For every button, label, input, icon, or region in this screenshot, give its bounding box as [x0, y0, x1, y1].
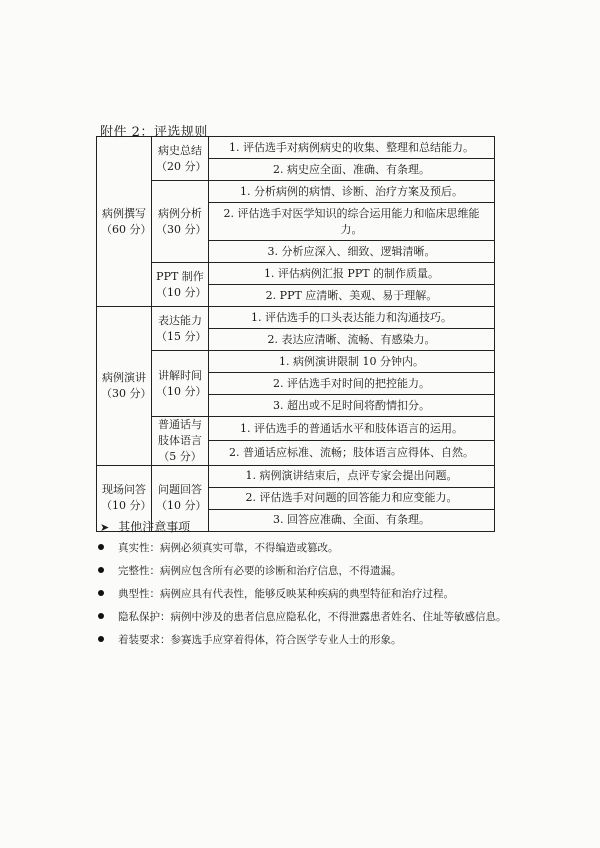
note-text: 典型性：病例应具有代表性，能够反映某种疾病的典型特征和治疗过程。	[118, 588, 454, 600]
subcategory-score: （30 分）	[156, 222, 207, 236]
subcategory-score: （15 分）	[156, 329, 207, 343]
rules-table	[96, 136, 495, 532]
subcategory-cell	[152, 137, 209, 181]
subcategory-score: （20 分）	[156, 159, 207, 173]
subcategory-name: 病例分析	[158, 206, 202, 220]
subcategory-cell	[152, 417, 209, 466]
criterion-cell: 2. 评估选手对医学知识的综合运用能力和临床思维能力。	[209, 203, 495, 241]
subcategory-name-line2: 肢体语言	[158, 433, 202, 447]
subcategory-name: 讲解时间	[158, 368, 202, 382]
notes-header-label: 其他注意事项	[118, 520, 191, 534]
category-score: （60 分）	[101, 222, 152, 236]
subcategory-score: （10 分）	[156, 384, 207, 398]
criterion-cell: 1. 分析病例的病情、诊断、治疗方案及预后。	[209, 181, 495, 203]
criterion-cell: 1. 病例演讲限制 10 分钟内。	[209, 351, 495, 373]
category-name: 现场问答	[102, 483, 146, 497]
page-title: 附件 2：评选规则	[100, 125, 208, 140]
criterion-cell: 1. 病例演讲结束后，点评专家会提出问题。	[209, 465, 495, 487]
subcategory-name: PPT 制作	[156, 269, 204, 283]
bullet-icon	[98, 567, 104, 573]
subcategory-score: （10 分）	[156, 499, 207, 513]
criterion-cell: 2. 评估选手对时间的把控能力。	[209, 373, 495, 395]
criterion-cell: 2. 评估选手对问题的回答能力和应变能力。	[209, 487, 495, 509]
category-score: （30 分）	[101, 386, 152, 400]
list-item	[98, 583, 538, 606]
subcategory-name: 表达能力	[158, 313, 202, 327]
list-item	[98, 560, 538, 583]
table-row	[97, 181, 495, 203]
bullet-icon	[98, 544, 104, 550]
subcategory-cell	[152, 307, 209, 351]
note-text: 真实性：病例必须真实可靠，不得编造或篡改。	[118, 542, 339, 554]
list-item	[98, 629, 538, 652]
subcategory-name: 普通话与	[158, 418, 202, 431]
criterion-cell: 2. 表达应清晰、流畅、有感染力。	[209, 329, 495, 351]
bullet-icon	[98, 613, 104, 619]
subcategory-score: （10 分）	[156, 285, 207, 299]
list-item	[98, 537, 538, 560]
criterion-cell: 3. 分析应深入、细致、逻辑清晰。	[209, 241, 495, 263]
table-row	[97, 465, 495, 487]
criterion-cell: 3. 回答应准确、全面、有条理。	[209, 509, 495, 531]
note-text: 着装要求：参赛选手应穿着得体，符合医学专业人士的形象。	[118, 634, 402, 646]
criterion-cell: 2. 普通话应标准、流畅；肢体语言应得体、自然。	[209, 441, 495, 465]
category-name: 病例撰写	[102, 206, 146, 220]
bullet-icon	[98, 636, 104, 642]
table-row	[97, 307, 495, 329]
criterion-cell: 1. 评估病例汇报 PPT 的制作质量。	[209, 263, 495, 285]
arrow-bullet-icon: ➤	[100, 521, 110, 534]
category-cell	[97, 137, 152, 307]
criterion-cell: 1. 评估选手的口头表达能力和沟通技巧。	[209, 307, 495, 329]
subcategory-name: 病史总结	[158, 143, 202, 157]
criterion-cell: 3. 超出或不足时间将酌情扣分。	[209, 395, 495, 417]
list-item	[98, 606, 538, 629]
subcategory-name: 问题回答	[158, 483, 202, 497]
table-row	[97, 263, 495, 285]
bullet-icon	[98, 590, 104, 596]
criterion-cell: 2. 病史应全面、准确、有条理。	[209, 159, 495, 181]
category-name: 病例演讲	[102, 370, 146, 384]
criterion-cell: 1. 评估选手对病例病史的收集、整理和总结能力。	[209, 137, 495, 159]
subcategory-cell	[152, 351, 209, 417]
table-row	[97, 351, 495, 373]
table-row	[97, 137, 495, 159]
subcategory-cell	[152, 263, 209, 307]
note-text: 隐私保护：病例中涉及的患者信息应隐私化，不得泄露患者姓名、住址等敏感信息。	[118, 611, 507, 623]
notes-list	[98, 537, 538, 652]
category-cell	[97, 307, 152, 466]
note-text: 完整性：病例应包含所有必要的诊断和治疗信息，不得遗漏。	[118, 565, 402, 577]
subcategory-score: （5 分）	[158, 449, 202, 463]
criterion-cell: 2. PPT 应清晰、美观、易于理解。	[209, 285, 495, 307]
criterion-cell: 1. 评估选手的普通话水平和肢体语言的运用。	[209, 417, 495, 441]
notes-header	[100, 518, 190, 535]
table-row	[97, 417, 495, 441]
subcategory-cell	[152, 181, 209, 263]
category-score: （10 分）	[101, 499, 152, 513]
